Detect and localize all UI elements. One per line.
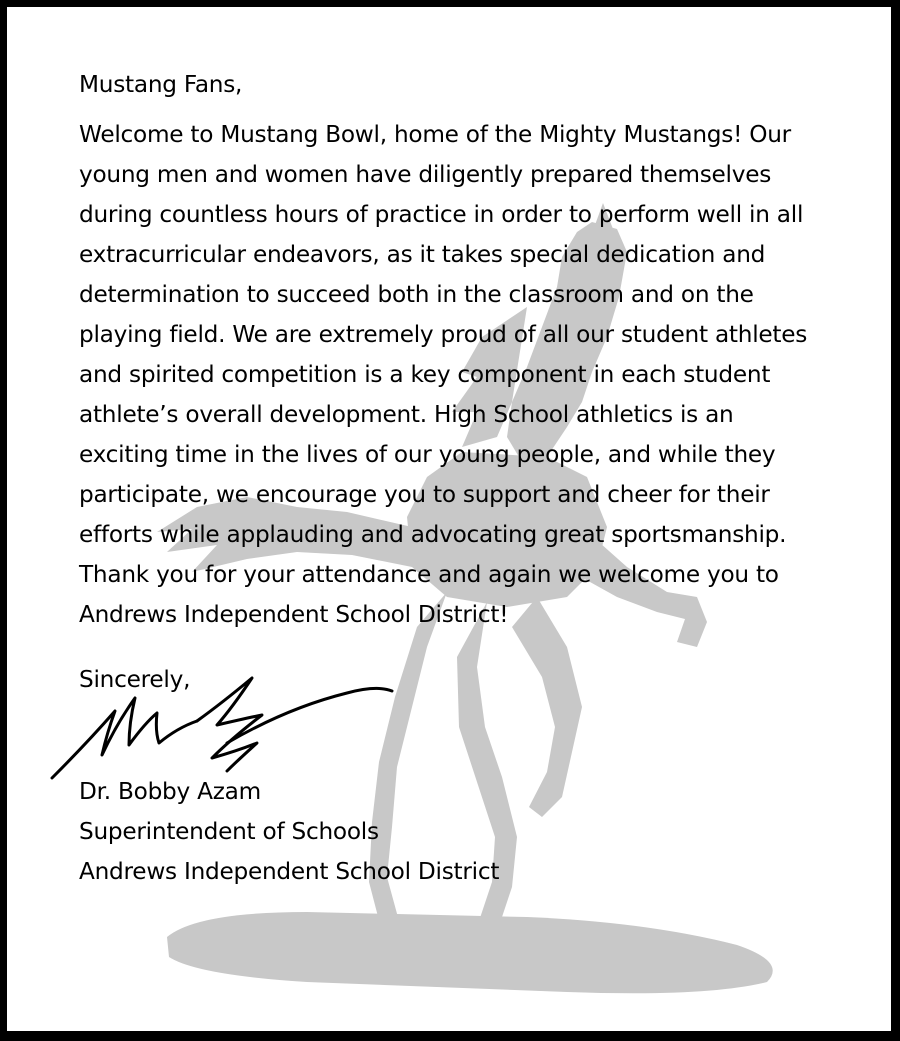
body-line: determination to succeed both in the classroom and on the (79, 281, 754, 308)
signer-title: Superintendent of Schools (79, 818, 379, 845)
signer-name: Dr. Bobby Azam (79, 778, 261, 805)
handwritten-signature (47, 663, 397, 788)
body-line: playing field. We are extremely proud of all our student athletes (79, 321, 808, 348)
body-line: efforts while applauding and advocating great sportsmanship. (79, 521, 787, 548)
letter-body (79, 65, 839, 635)
body-line: Andrews Independent School District! (79, 601, 509, 628)
body-paragraph (79, 115, 839, 635)
body-line: during countless hours of practice in order to perform well in all (79, 201, 804, 228)
body-line: Welcome to Mustang Bowl, home of the Mighty Mustangs! Our (79, 121, 791, 148)
closing: Sincerely, (79, 666, 191, 693)
body-line: extracurricular endeavors, as it takes special dedication and (79, 241, 766, 268)
body-line: young men and women have diligently prepared themselves (79, 161, 772, 188)
body-line: Thank you for your attendance and again we welcome you to (79, 561, 779, 588)
letter-page (7, 7, 891, 1031)
body-line: exciting time in the lives of our young people, and while they (79, 441, 776, 468)
signature-block (79, 772, 499, 892)
body-line: and spirited competition is a key component in each student (79, 361, 771, 388)
body-line: athlete’s overall development. High School athletics is an (79, 401, 734, 428)
salutation: Mustang Fans, (79, 71, 243, 98)
body-line: participate, we encourage you to support and cheer for their (79, 481, 770, 508)
signer-organization: Andrews Independent School District (79, 858, 500, 885)
